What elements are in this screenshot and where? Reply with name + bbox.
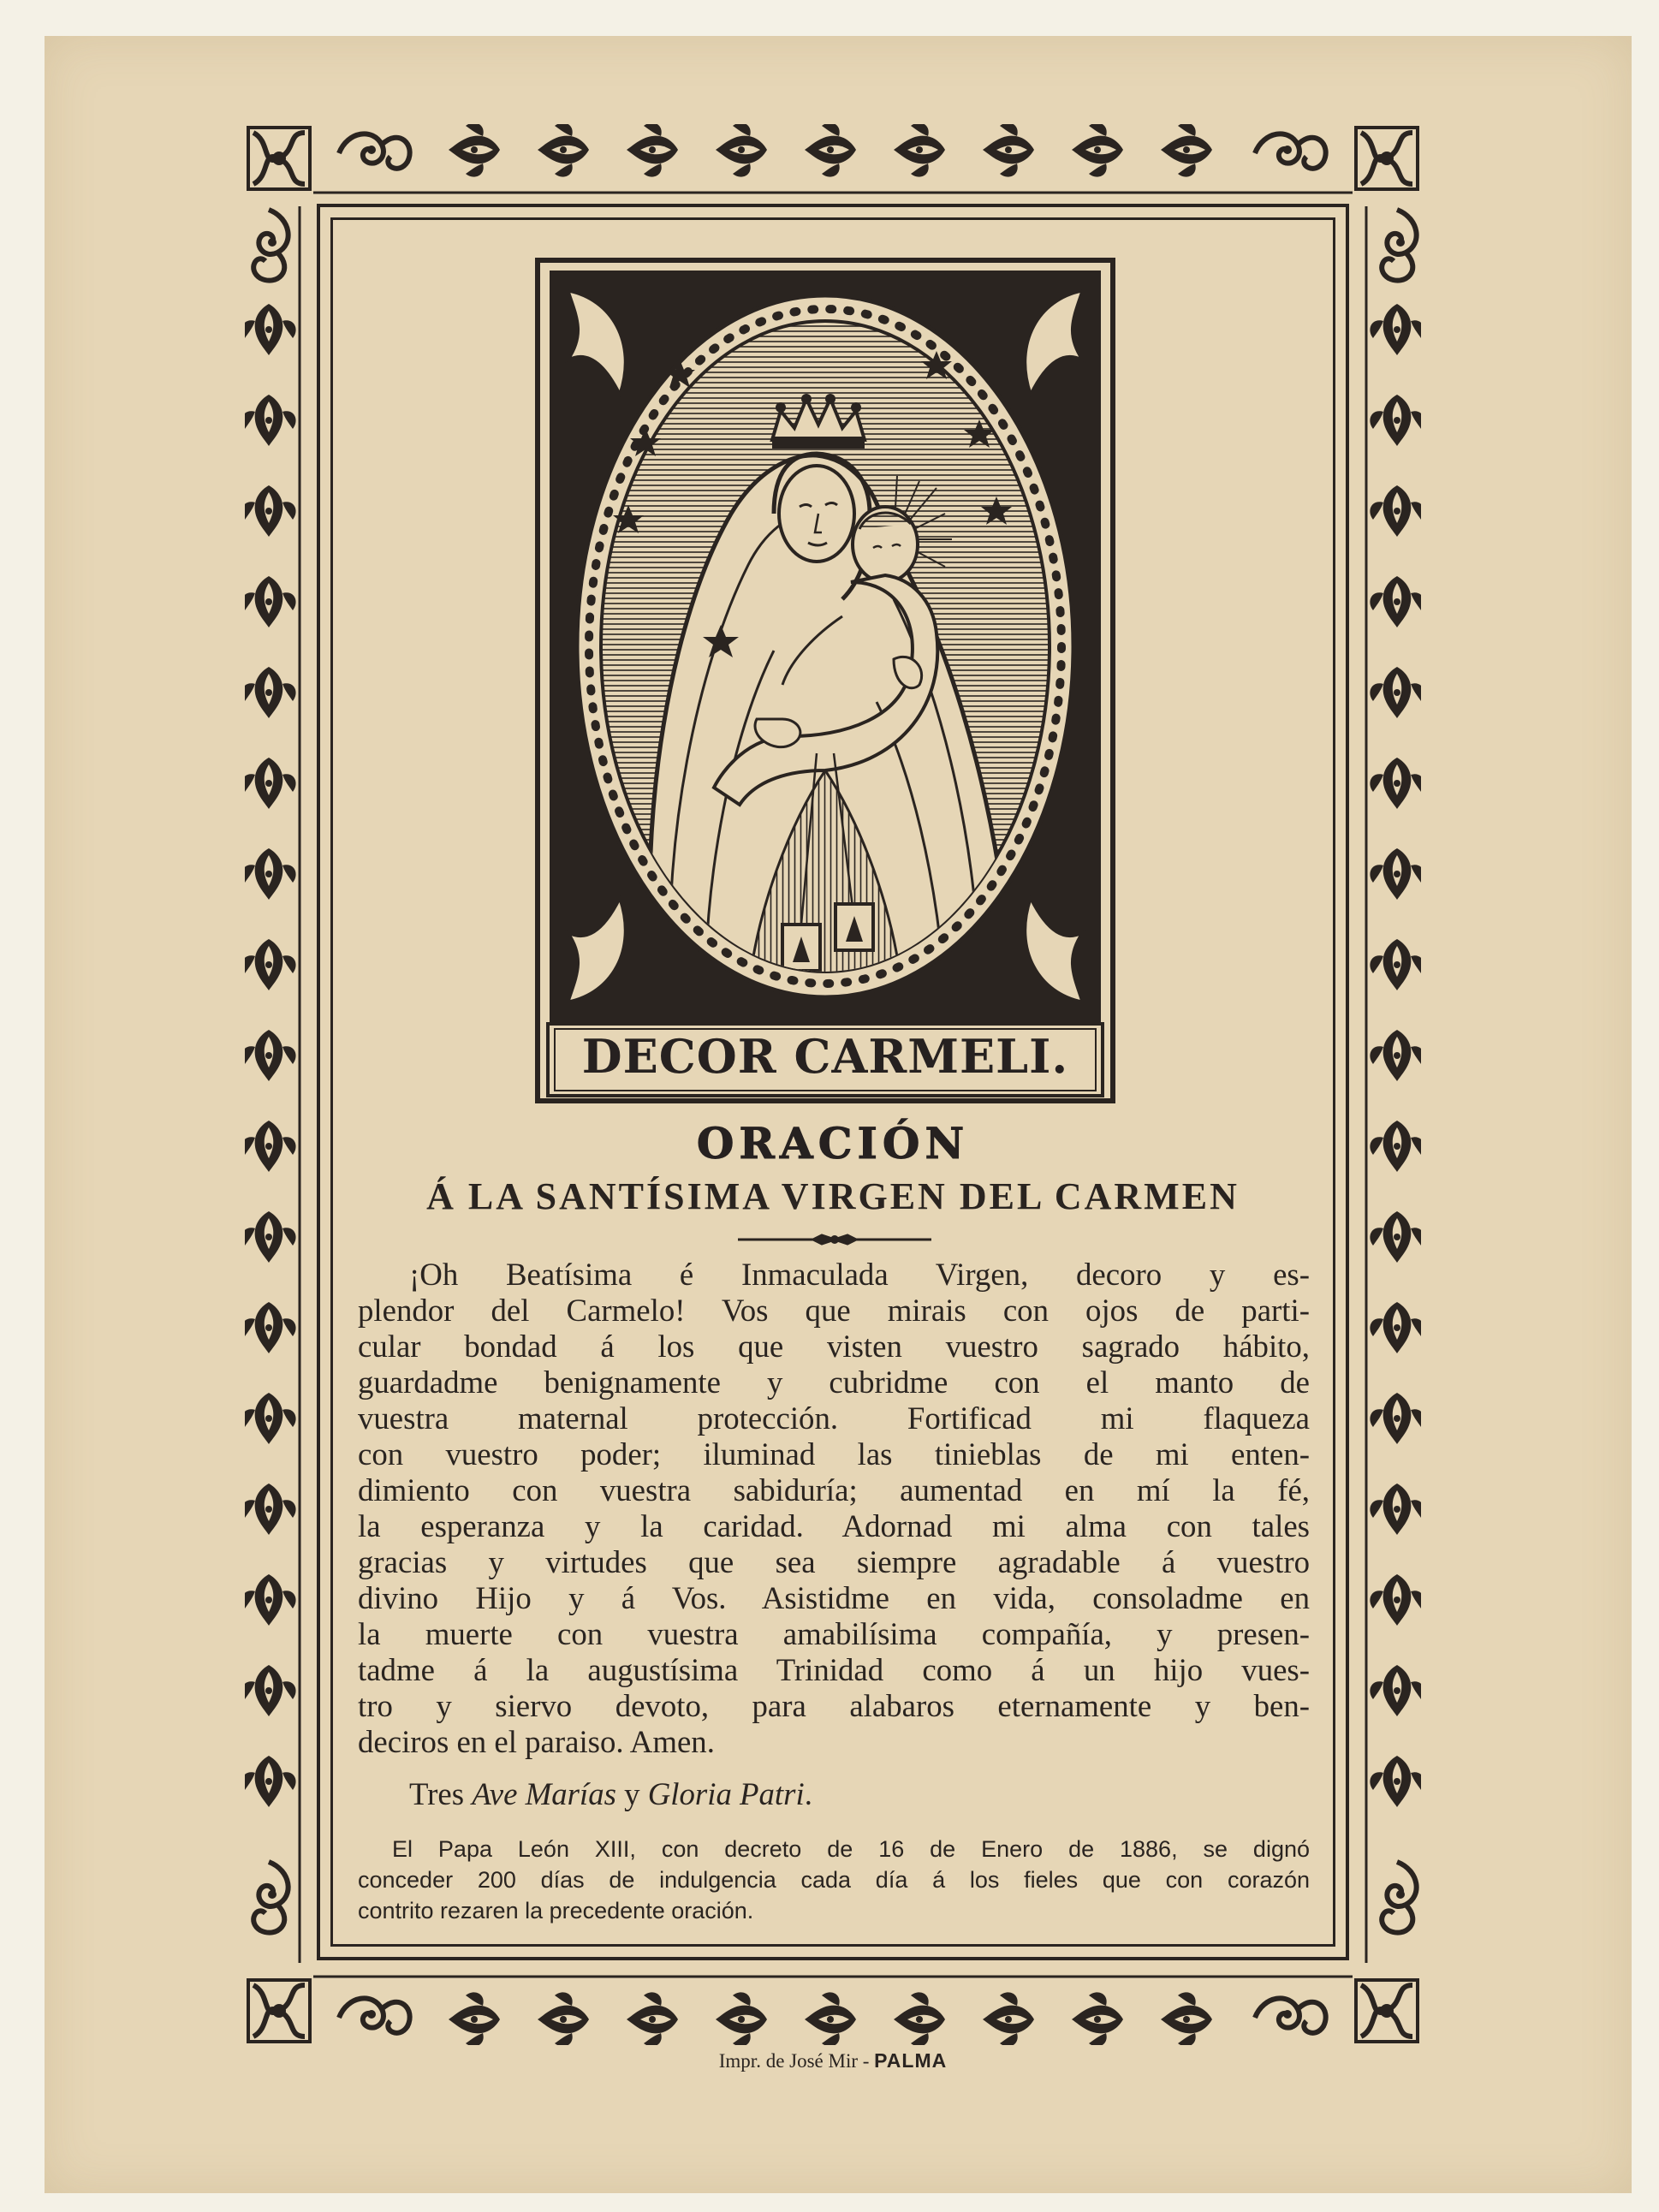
prayer-heading: ORACIÓN (696, 1118, 970, 1168)
virgin-del-carmen-engraving (534, 257, 1116, 1104)
prayer-line: tadme á la augustísima Trinidad como á un hijo vues- (358, 1652, 1310, 1687)
printer-credit (317, 2048, 1349, 2074)
prayer-line: la muerte con vuestra amabilísima compañía, y presen- (358, 1616, 1310, 1651)
prayer-line: divino Hijo y á Vos. Asistidme en vida, consoladme en (358, 1580, 1310, 1615)
prayer-line: la esperanza y la caridad. Adornad mi alma con tales (358, 1508, 1310, 1543)
border-right-column (1370, 210, 1421, 1933)
indulgence-line: contrito rezaren la precedente oración. (358, 1898, 754, 1924)
prayer-line: cular bondad á los que visten vuestro sagrado hábito, (358, 1329, 1310, 1364)
divider-rule (736, 1233, 933, 1246)
prayer-line: con vuestro poder; iluminad las tinieblas de mi enten- (358, 1436, 1310, 1472)
prayer-line: gracias y virtudes que sea siempre agradable á vuestro (358, 1544, 1310, 1579)
printer-city: PALMA (874, 2049, 948, 2072)
rubric-gloria-patri: Gloria Patri (647, 1776, 805, 1811)
engraving-caption: DECOR CARMELI. (581, 1029, 1069, 1084)
prayer-line: vuestra maternal protección. Fortificad mi flaqueza (358, 1400, 1310, 1436)
border-bottom-row (248, 1980, 1418, 2045)
rubric-joiner: y (615, 1776, 648, 1811)
printer-name: Impr. de José Mir - (718, 2050, 875, 2072)
prayer-subheading: Á LA SANTÍSIMA VIRGEN DEL CARMEN (426, 1175, 1240, 1217)
prayer-line: deciros en el paraiso. Amen. (358, 1724, 715, 1759)
border-left-column (245, 210, 296, 1933)
rubric-prefix: Tres (409, 1776, 473, 1811)
prayer-rubric (409, 1775, 1310, 1813)
prayer-line: guardadme benignamente y cubridme con el manto de (358, 1365, 1310, 1400)
indulgence-note (358, 1834, 1310, 1926)
prayer-line: ¡Oh Beatísima é Inmaculada Virgen, decoro y es- (409, 1257, 1310, 1292)
indulgence-line: conceder 200 días de indulgencia cada día á los fieles que con corazón (358, 1867, 1310, 1893)
border-top-row (248, 124, 1418, 189)
prayer-line: tro y siervo devoto, para alabaros eternamente y ben- (358, 1688, 1310, 1723)
rubric-suffix: . (804, 1776, 812, 1811)
prayer-line: plendor del Carmelo! Vos que mirais con ojos de parti- (358, 1293, 1310, 1328)
rubric-ave-marias: Ave Marías (472, 1776, 616, 1811)
prayer-body (358, 1257, 1310, 1760)
indulgence-line: El Papa León XIII, con decreto de 16 de Enero de 1886, se dignó (392, 1836, 1310, 1862)
prayer-line: dimiento con vuestra sabiduría; aumentad en mí la fé, (358, 1472, 1310, 1507)
